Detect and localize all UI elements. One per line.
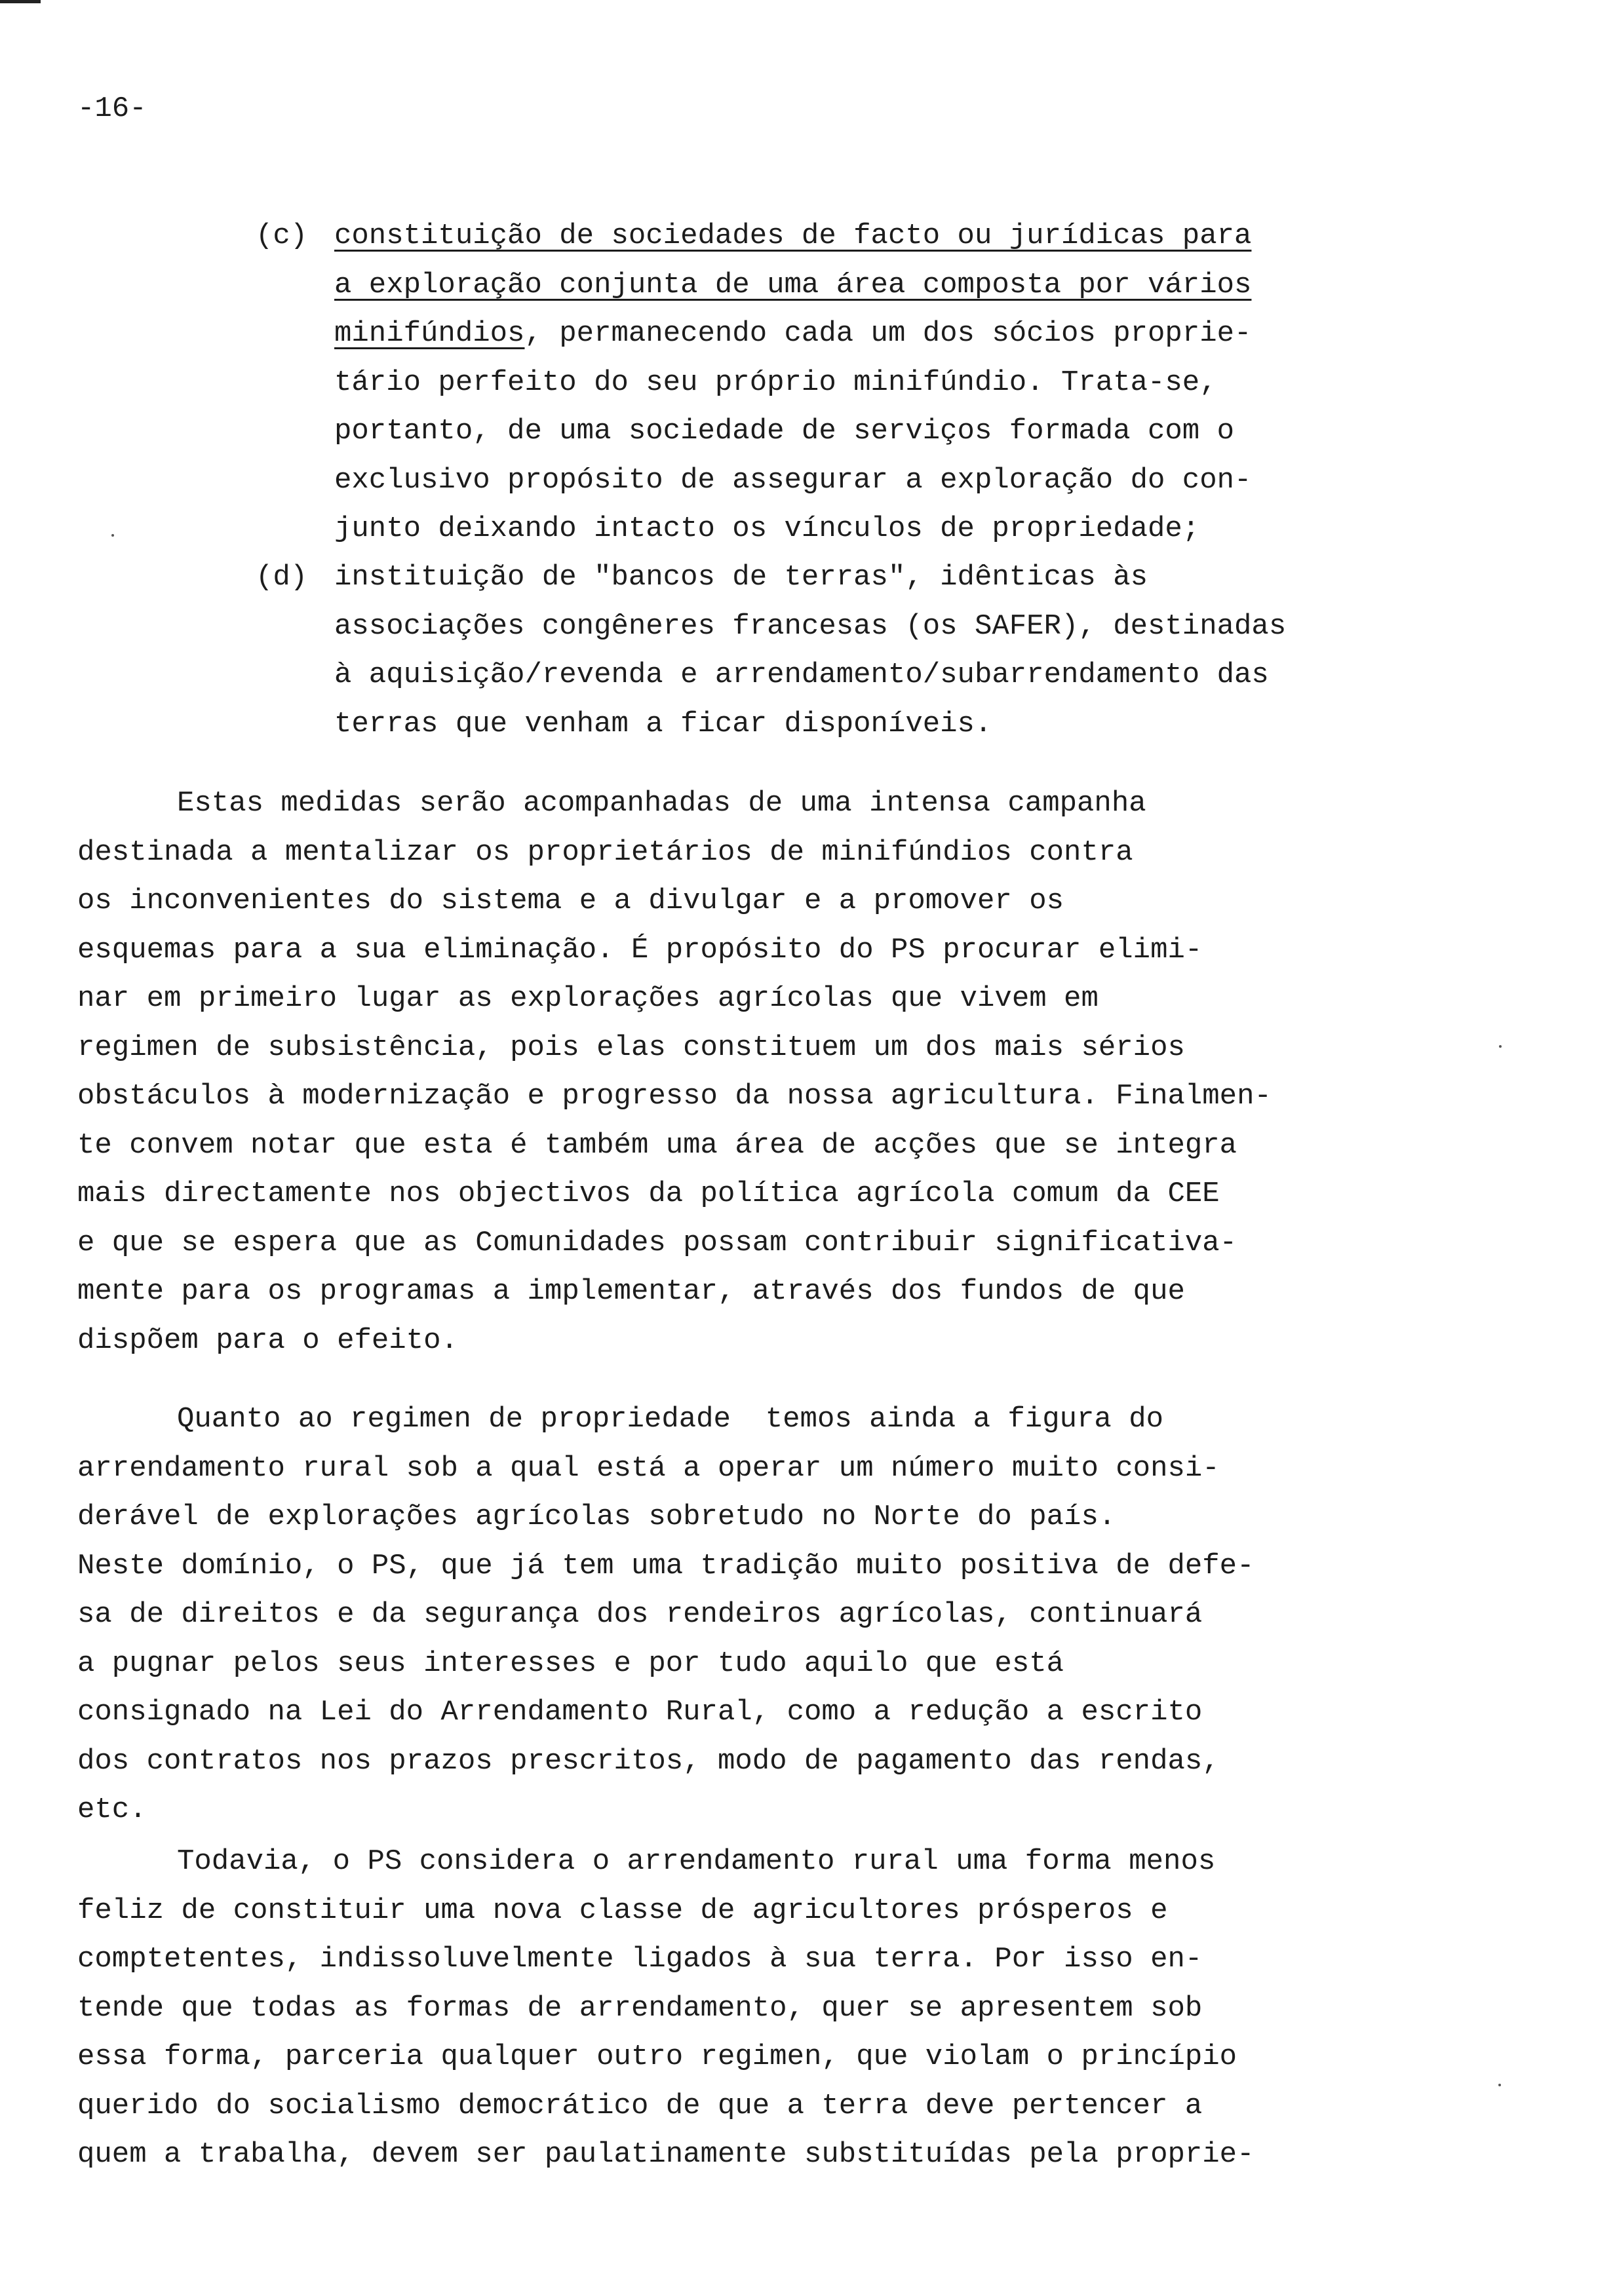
paragraph-line: Quanto ao regimen de propriedade temos ainda a figura do: [177, 1403, 1164, 1436]
paragraph-line: dispõem para o efeito.: [77, 1324, 458, 1357]
paragraph-line: Todavia, o PS considera o arrendamento rural uma forma menos: [177, 1845, 1216, 1878]
line-text: , permanecendo cada um dos sócios proprie-: [524, 317, 1252, 350]
paragraph-line: regimen de subsistência, pois elas constituem um dos mais sérios: [77, 1031, 1185, 1064]
list-item-line: [334, 216, 1251, 256]
line-text: exclusivo propósito de assegurar a exploração do con-: [334, 463, 1252, 497]
list-item-line: [334, 461, 1251, 500]
page-number: -16-: [77, 92, 147, 125]
paragraph-line: te convem notar que esta é também uma área de acções que se integra: [77, 1128, 1237, 1162]
list-item-line: [334, 265, 1251, 305]
list-item-marker: (c): [256, 220, 308, 252]
list-item-line: [334, 558, 1148, 597]
line-text: tário perfeito do seu próprio minifúndio. Trata-se,: [334, 366, 1217, 399]
scan-speck: [1499, 1045, 1502, 1048]
paragraph-line: dos contratos nos prazos prescritos, modo de pagamento das rendas,: [77, 1744, 1220, 1778]
paragraph-line: os inconvenientes do sistema e a divulgar e a promover os: [77, 885, 1064, 917]
paragraph-line: Estas medidas serão acompanhadas de uma intensa campanha: [177, 787, 1146, 820]
list-item-line: [334, 509, 1199, 548]
paragraph-line: a pugnar pelos seus interesses e por tudo aquilo que está: [77, 1647, 1064, 1680]
paragraph-line: Neste domínio, o PS, que já tem uma tradição muito positiva de defe-: [77, 1549, 1255, 1582]
underlined-text: minifúndios: [334, 317, 525, 350]
paragraph-line: essa forma, parceria qualquer outro regimen, que violam o princípio: [77, 2040, 1237, 2073]
paragraph-line: consignado na Lei do Arrendamento Rural, como a redução a escrito: [77, 1696, 1203, 1729]
top-edge-mark: [0, 0, 41, 3]
line-text: à aquisição/revenda e arrendamento/subarrendamento das: [334, 659, 1269, 691]
paragraph-line: nar em primeiro lugar as explorações agrícolas que vivem em: [77, 982, 1099, 1015]
paragraph-line: comptetentes, indissoluvelmente ligados à sua terra. Por isso en-: [77, 1943, 1203, 1976]
line-text: junto deixando intacto os vínculos de propriedade;: [334, 512, 1200, 545]
line-text: associações congêneres francesas (os SAFER), destinadas: [334, 609, 1287, 643]
scan-speck: [1498, 2084, 1501, 2086]
list-item-line: [334, 314, 1251, 353]
list-item-line: [334, 655, 1269, 695]
list-item-line: [334, 363, 1217, 402]
paragraph-line: sa de direitos e da segurança dos rendeiros agrícolas, continuará: [77, 1598, 1203, 1631]
paragraph-line: esquemas para a sua eliminação. É propósito do PS procurar elimi-: [77, 933, 1203, 966]
paragraph-line: feliz de constituir uma nova classe de agricultores prósperos e: [77, 1894, 1168, 1927]
line-text: terras que venham a ficar disponíveis.: [334, 707, 992, 740]
line-text: portanto, de uma sociedade de serviços formada com o: [334, 415, 1235, 448]
underlined-text: a exploração conjunta de uma área composta por vários: [334, 268, 1252, 301]
paragraph-line: quem a trabalha, devem ser paulatinamente substituídas pela proprie-: [77, 2138, 1255, 2171]
paragraph-line: tende que todas as formas de arrendamento, quer se apresentem sob: [77, 1991, 1203, 2025]
line-text: instituição de "bancos de terras", idênticas às: [334, 561, 1148, 594]
paragraph-line: derável de explorações agrícolas sobretudo no Norte do país.: [77, 1501, 1116, 1533]
paragraph-line: etc.: [77, 1793, 147, 1826]
list-item-line: [334, 411, 1234, 451]
paragraph-line: querido do socialismo democrático de que a terra deve pertencer a: [77, 2089, 1203, 2122]
scan-speck: [111, 534, 114, 537]
paragraph-line: destinada a mentalizar os proprietários de minifúndios contra: [77, 835, 1133, 869]
paragraph-line: obstáculos à modernização e progresso da nossa agricultura. Finalmen-: [77, 1080, 1272, 1113]
list-item-line: [334, 704, 992, 744]
list-item-marker: (d): [256, 561, 308, 594]
paragraph-line: arrendamento rural sob a qual está a operar um número muito consi-: [77, 1451, 1220, 1485]
paragraph-line: e que se espera que as Comunidades possam contribuir significativa-: [77, 1226, 1237, 1259]
underlined-text: constituição de sociedades de facto ou jurídicas para: [334, 220, 1252, 252]
paragraph-line: mais directamente nos objectivos da política agrícola comum da CEE: [77, 1177, 1220, 1210]
paragraph-line: mente para os programas a implementar, através dos fundos de que: [77, 1275, 1185, 1308]
list-item-line: [334, 607, 1286, 646]
